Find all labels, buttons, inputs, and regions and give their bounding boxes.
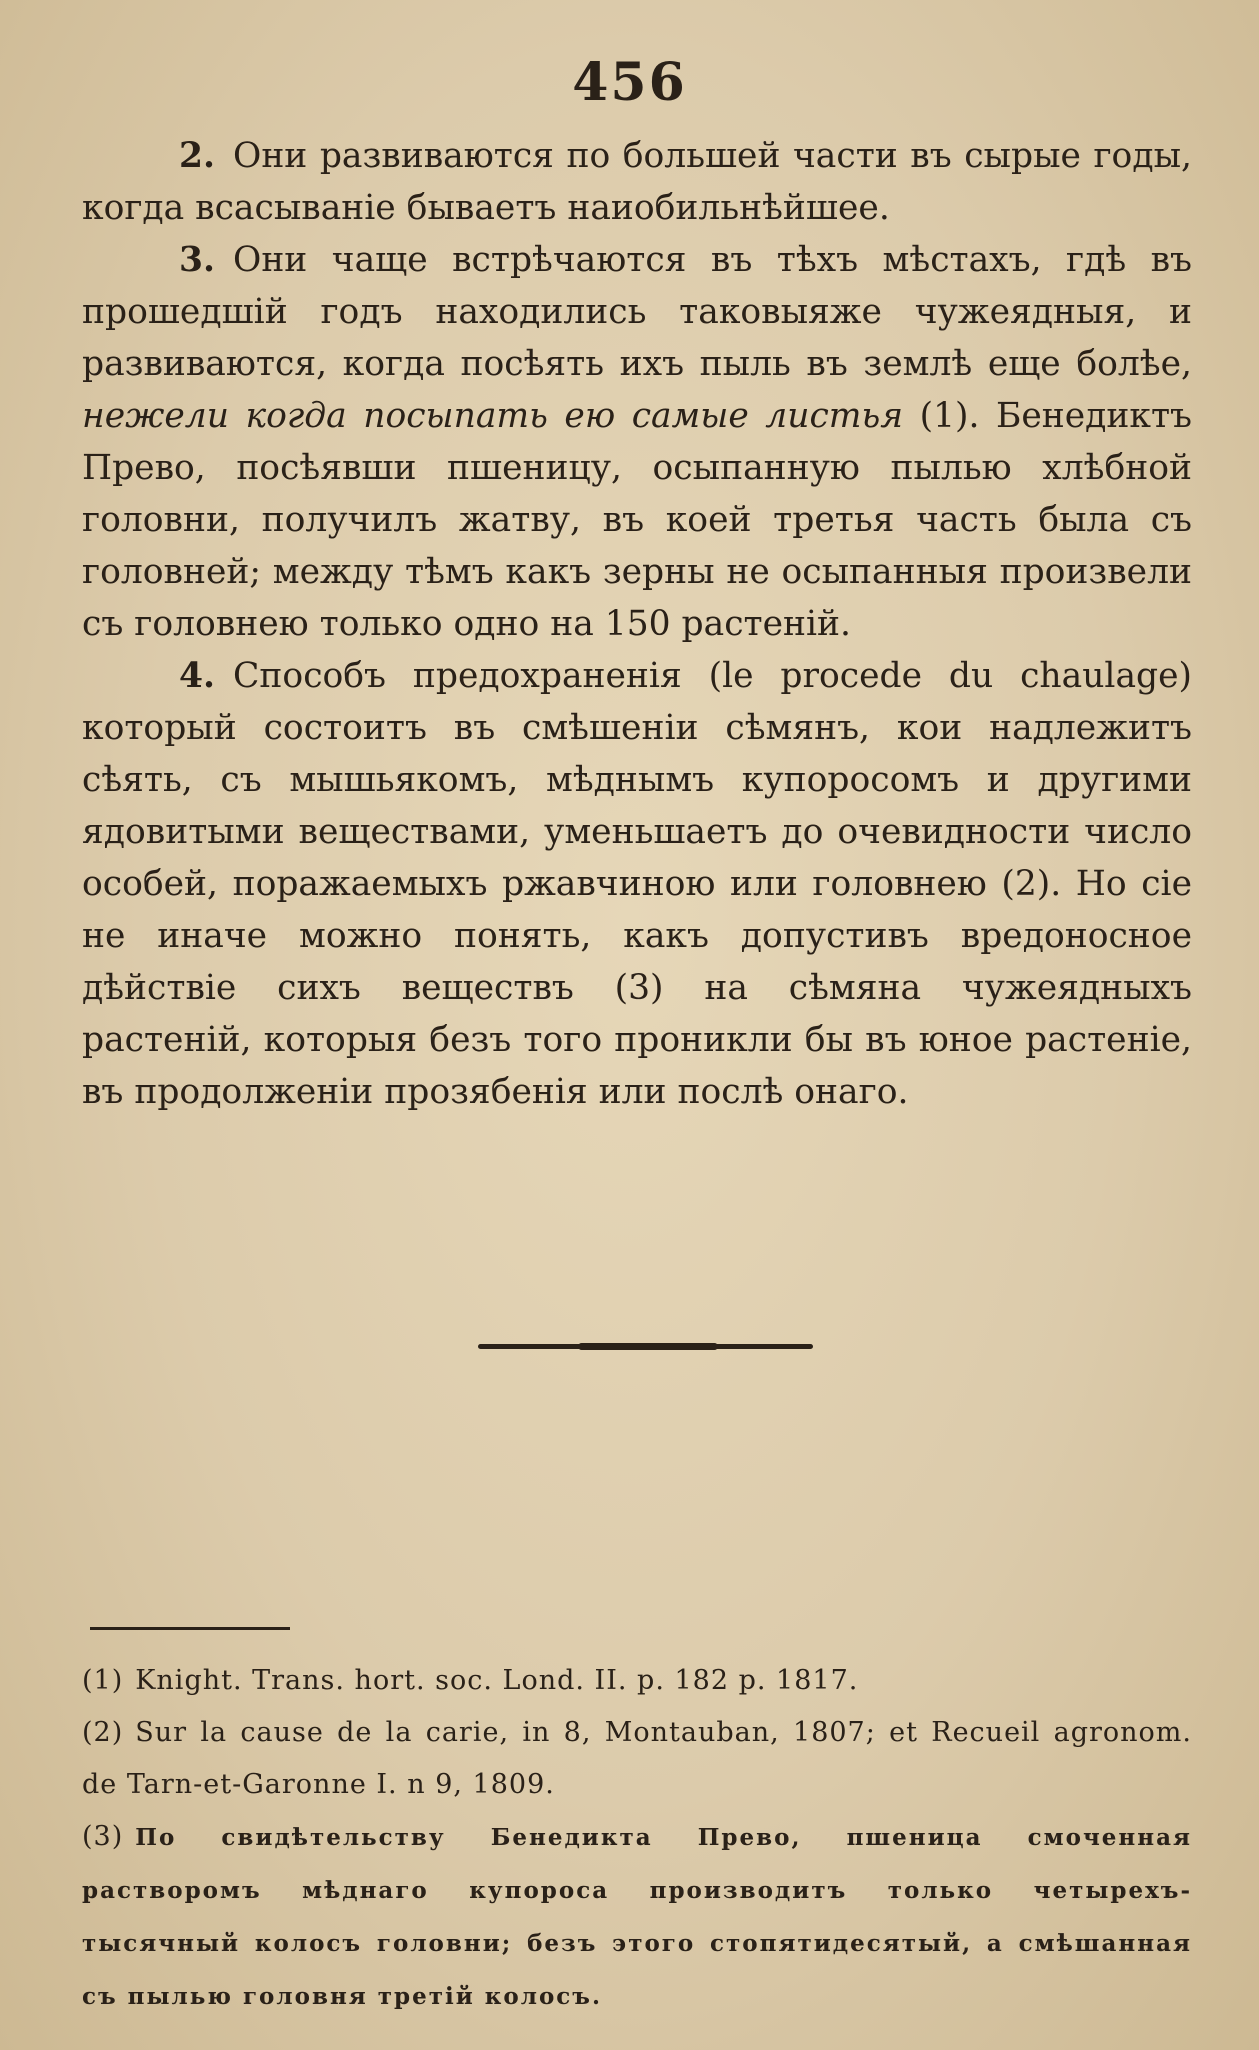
paragraph-4: [82, 650, 1192, 1118]
main-text: [82, 130, 1192, 1118]
footnote-3: [82, 1811, 1192, 2023]
paragraph-3: [82, 234, 1192, 650]
section-separator: [478, 1344, 813, 1349]
footnote-text: Sur la cause de la carie, in 8, Montauban, 1807; et Recueil agronom. de Tarn-et-Garonne I. n 9, 1809.: [82, 1717, 1192, 1800]
footnote-number: (1): [82, 1665, 124, 1696]
footnote-rule: [90, 1627, 290, 1630]
footnote-number: (2): [82, 1717, 124, 1748]
paragraph-text: Они развиваются по большей части въ сырые годы, когда всасываніе бываетъ наиобильнѣйшее.: [82, 136, 1192, 228]
paragraph-italic-text: нежели когда посыпать ею самые листья: [82, 396, 904, 436]
footnote-text: Knight. Trans. hort. soc. Lond. II. p. 182 p. 1817.: [135, 1665, 859, 1696]
paragraph-number: 4.: [179, 656, 216, 696]
paragraph-number: 2.: [179, 136, 216, 176]
paragraph-2: [82, 130, 1192, 234]
page-number: 456: [572, 52, 687, 113]
footnotes: [82, 1655, 1192, 2023]
footnote-text: По свидѣтельству Бенедикта Прево, пшеница смоченная растворомъ мѣднаго купороса производитъ только четырехъ-тысячный колосъ головни; безъ этого стопятидесятый, а смѣшанная съ пылью головня третій колосъ.: [82, 1824, 1192, 2010]
paragraph-text: Способъ предохраненія (le procede du chaulage) который состоитъ въ смѣшеніи сѣмянъ, кои надлежитъ сѣять, съ мышьякомъ, мѣднымъ купоросомъ и другими ядовитыми веществами, уменьшаетъ до очевидности число особей, поражаемыхъ ржавчиною или головнею (2). Но сіе не иначе можно понять, какъ допустивъ вредоносное дѣйствіе сихъ веществъ (3) на сѣмяна чужеядныхъ растеній, которыя безъ того проникли бы въ юное растеніе, въ продолженіи прозябенія или послѣ онаго.: [82, 656, 1192, 1112]
paragraph-text: Они чаще встрѣчаются въ тѣхъ мѣстахъ, гдѣ въ прошедшій годъ находились таковыяже чужеядныя, и развиваются, когда посѣять ихъ пыль въ землѣ еще болѣе,: [82, 240, 1192, 384]
footnote-1: [82, 1655, 1192, 1707]
paragraph-number: 3.: [179, 240, 216, 280]
footnote-2: [82, 1707, 1192, 1811]
paragraph-text: (1). Бенедиктъ Прево, посѣявши пшеницу, осыпанную пылью хлѣбной головни, получилъ жатву, въ коей третья часть была съ головней; между тѣмъ какъ зерны не осыпанныя произвели съ головнею только одно на 150 растеній.: [82, 396, 1192, 644]
footnote-number: (3): [82, 1821, 124, 1852]
